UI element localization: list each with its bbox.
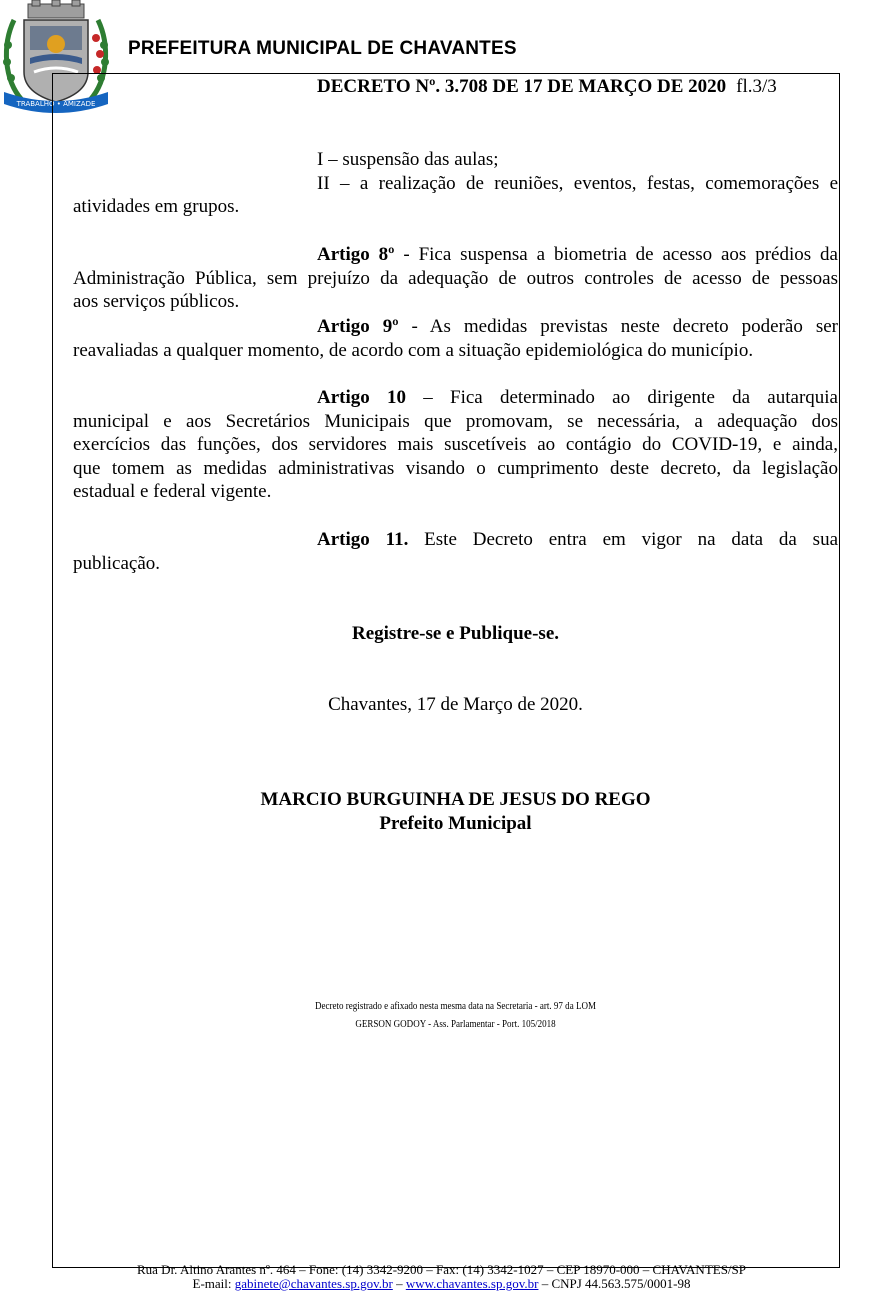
register-publish: Registre-se e Publique-se. bbox=[351, 623, 560, 644]
footer bbox=[0, 1263, 883, 1291]
place-date: Chavantes, 17 de Março de 2020. bbox=[328, 694, 583, 715]
item-1: I – suspensão das aulas; bbox=[317, 149, 499, 170]
article-10-text-5: estadual e federal vigente. bbox=[73, 481, 272, 502]
decree-folio: fl.3/3 bbox=[736, 76, 777, 97]
item-2-line-1: II – a realização de reuniões, eventos, festas, comemorações e bbox=[317, 172, 838, 194]
article-10-text-4: que tomem as medidas administrativas visando o cumprimento deste decreto, da legislação bbox=[73, 457, 838, 479]
signer-title: Prefeito Municipal bbox=[379, 813, 532, 834]
stamp-line-2: GERSON GODOY - Ass. Parlamentar - Port. 105/2018 bbox=[355, 1018, 556, 1030]
article-10-text-1: – Fica determinado ao dirigente da autarquia bbox=[406, 387, 838, 408]
article-10 bbox=[73, 386, 838, 504]
article-8 bbox=[73, 243, 838, 314]
article-8-label: Artigo 8º bbox=[317, 244, 395, 265]
article-11-label: Artigo 11. bbox=[317, 529, 409, 550]
article-10-text-2: municipal e aos Secretários Municipais que promovam, se necessária, a adequação dos bbox=[73, 410, 838, 432]
article-9-text-2: reavaliadas a qualquer momento, de acordo com a situação epidemiológica do município. bbox=[73, 339, 754, 361]
article-11-text-2: publicação. bbox=[73, 552, 161, 574]
footer-website-link[interactable]: www.chavantes.sp.gov.br bbox=[405, 1276, 539, 1291]
footer-email-link[interactable]: gabinete@chavantes.sp.gov.br bbox=[234, 1276, 393, 1291]
footer-contacts bbox=[0, 1277, 883, 1291]
article-11 bbox=[73, 528, 838, 575]
footer-email-label: E-mail: bbox=[192, 1276, 235, 1291]
signer-name: MARCIO BURGUINHA DE JESUS DO REGO bbox=[260, 789, 651, 810]
footer-address: Rua Dr. Altino Arantes nº. 464 – Fone: (14) 3342-9200 – Fax: (14) 3342-1027 – CEP 18970-000 – CHAVANTES/SP bbox=[136, 1262, 747, 1277]
footer-separator: – bbox=[392, 1276, 406, 1291]
article-9-text-1: - As medidas previstas neste decreto poderão ser bbox=[398, 316, 838, 337]
article-10-label: Artigo 10 bbox=[317, 387, 407, 408]
article-9-label: Artigo 9º bbox=[317, 316, 399, 337]
emblem-motto: TRABALHO • AMIZADE bbox=[16, 100, 96, 108]
item-2-line-2: atividades em grupos. bbox=[73, 196, 240, 217]
article-8-text-2: Administração Pública, sem prejuízo da adequação de outros controles de acesso de pessoas bbox=[73, 267, 838, 289]
article-8-text-3: aos serviços públicos. bbox=[73, 291, 240, 312]
article-10-text-3: exercícios das funções, dos servidores mais suscetíveis ao contágio do COVID-19, e ainda, bbox=[73, 434, 838, 455]
footer-cnpj: – CNPJ 44.563.575/0001-98 bbox=[538, 1276, 691, 1291]
article-9 bbox=[73, 315, 838, 362]
item-list bbox=[73, 148, 838, 219]
stamp-line-1: Decreto registrado e afixado nesta mesma data na Secretaria - art. 97 da LOM bbox=[314, 1000, 597, 1012]
decree-title: DECRETO Nº. 3.708 DE 17 DE MARÇO DE 2020 bbox=[317, 76, 727, 97]
article-8-text-1: - Fica suspensa a biometria de acesso aos prédios da bbox=[394, 244, 838, 265]
article-11-text-1: Este Decreto entra em vigor na data da sua bbox=[408, 529, 839, 550]
decree-heading bbox=[317, 76, 777, 98]
registration-stamp bbox=[142, 997, 769, 1033]
page-title: PREFEITURA MUNICIPAL DE CHAVANTES bbox=[128, 38, 517, 59]
